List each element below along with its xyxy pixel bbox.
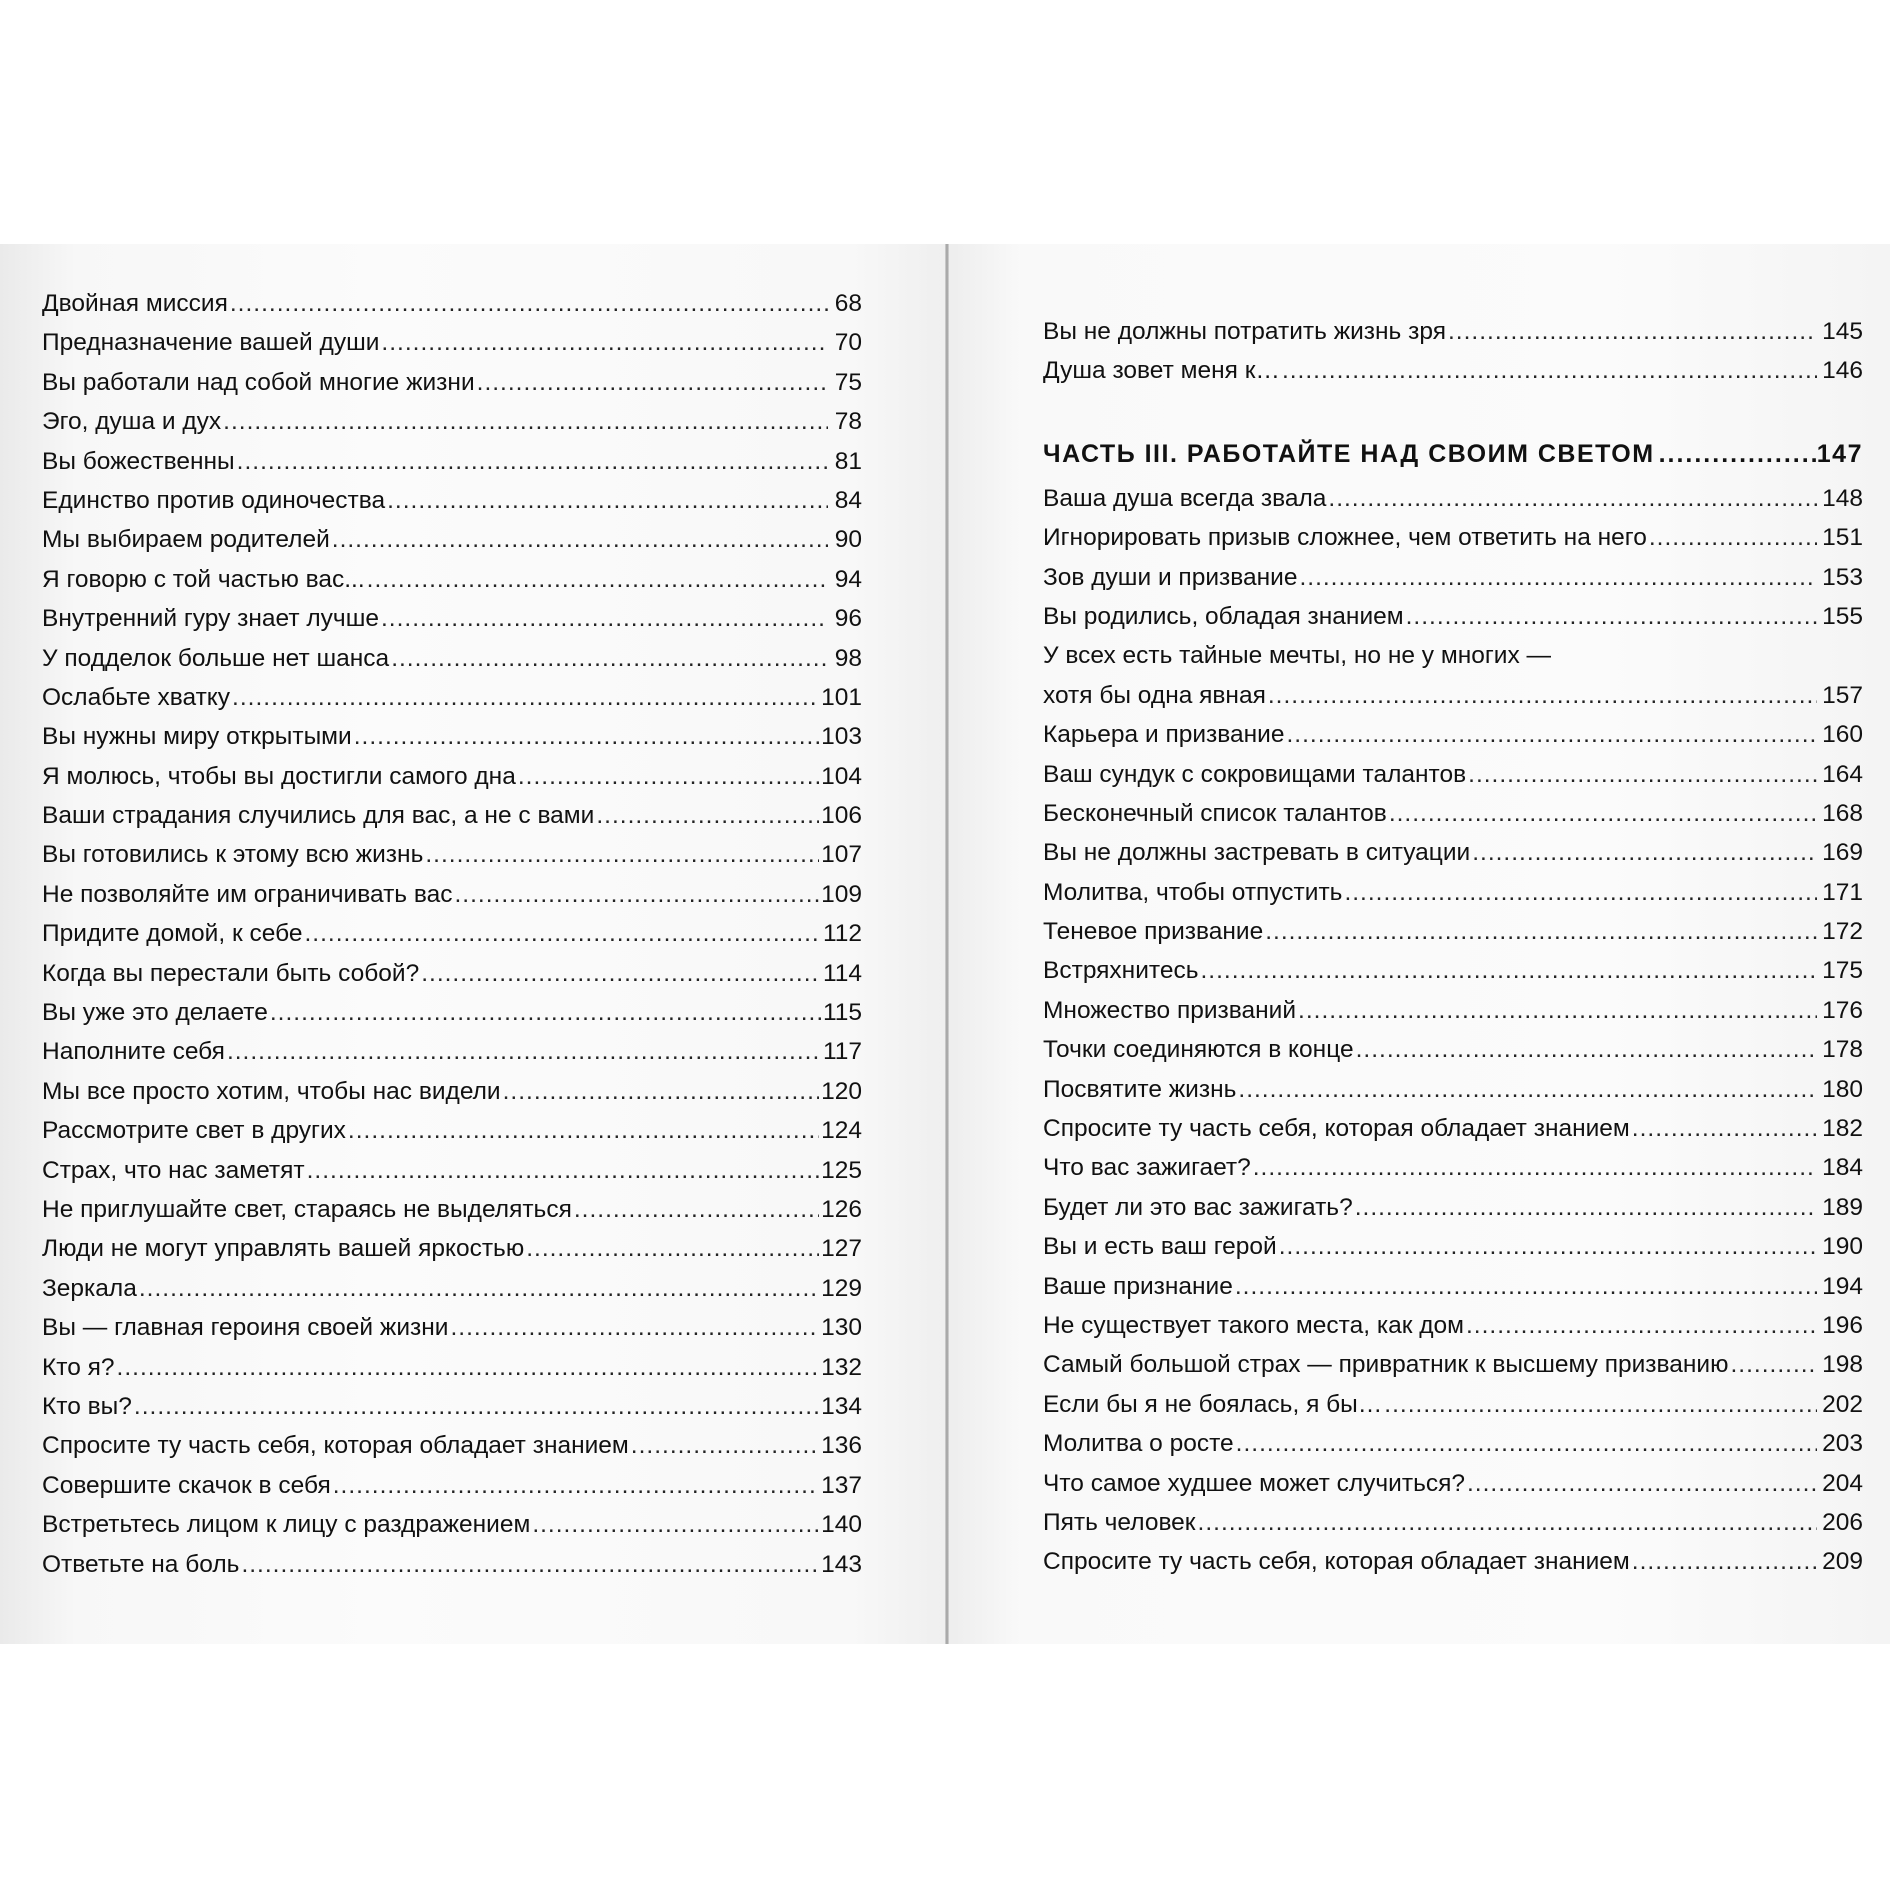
toc-entry-title: Игнорировать призыв сложнее, чем ответить на него: [1043, 524, 1647, 552]
toc-entry-leader: [425, 835, 819, 874]
toc-entry-title: Рассмотрите свет в других: [42, 1117, 346, 1145]
toc-multiline-entry: [1043, 636, 1863, 715]
toc-entry: [42, 717, 862, 756]
toc-entry-title: Придите домой, к себе: [42, 920, 303, 948]
toc-entry-leader: [1355, 1188, 1817, 1227]
toc-entry: [1043, 715, 1863, 754]
toc-entry-page: 196: [1822, 1311, 1863, 1339]
toc-entry-leader: [241, 1545, 819, 1584]
toc-entry-title: Если бы я не боялась, я бы…: [1043, 1390, 1383, 1418]
toc-entry-title: Кто я?: [42, 1353, 115, 1381]
toc-entry: [1043, 597, 1863, 636]
toc-entry-title: Теневое призвание: [1043, 918, 1264, 946]
toc-entry-page: 148: [1822, 484, 1863, 512]
toc-entry-title: Молитва о росте: [1043, 1430, 1234, 1458]
toc-entry: [42, 1308, 862, 1347]
toc-entry-page: 209: [1822, 1548, 1863, 1576]
toc-entry-title: Карьера и призвание: [1043, 721, 1285, 749]
toc-entry: [1043, 1464, 1863, 1503]
toc-entry-title: Двойная миссия: [42, 290, 228, 317]
toc-entry-page: 129: [821, 1274, 862, 1302]
toc-entry-title: Самый большой страх — привратник к высшему призванию: [1043, 1351, 1729, 1379]
toc-entry-page: 202: [1822, 1390, 1863, 1418]
toc-entry-leader: [596, 796, 819, 835]
toc-entry-leader: [1265, 912, 1817, 951]
toc-entry: [1043, 1503, 1863, 1542]
toc-entry-leader: [333, 1466, 819, 1505]
toc-entry-title: Множество призваний: [1043, 996, 1297, 1024]
toc-entry-page: 117: [822, 1038, 862, 1066]
toc-entry-title: Бесконечный список талантов: [1043, 799, 1387, 827]
toc-entry-page: 198: [1822, 1351, 1863, 1379]
toc-entry-page: 68: [834, 290, 862, 317]
toc-entry: [42, 1111, 862, 1150]
toc-entry: [1043, 1227, 1863, 1266]
toc-entry-page: 204: [1822, 1469, 1863, 1497]
toc-entry-title: Наполните себя: [42, 1038, 225, 1066]
toc-entry: [42, 1466, 862, 1505]
toc-entry: [42, 875, 862, 914]
toc-entry-leader: [304, 914, 820, 953]
toc-entry-title: У подделок больше нет шанса: [42, 644, 390, 672]
toc-entry-leader: [1279, 1227, 1817, 1266]
toc-entry: [42, 1151, 862, 1190]
toc-entry-title: Ослабьте хватку: [42, 683, 231, 711]
toc-entry: [42, 481, 862, 520]
part-heading-page: 147: [1816, 439, 1863, 468]
toc-entry-leader: [421, 954, 821, 993]
toc-entry-page: 190: [1822, 1233, 1863, 1261]
toc-entry-leader: [1632, 1542, 1817, 1581]
toc-entry-title: Предназначение вашей души: [42, 329, 380, 357]
toc-entry-page: 143: [821, 1550, 862, 1578]
toc-entry-leader: [1472, 833, 1817, 872]
toc-entry: [42, 442, 862, 481]
toc-entry: [42, 1348, 862, 1387]
toc-entry-leader: [381, 323, 828, 362]
toc-entry-page: 109: [821, 880, 862, 908]
toc-entry-page: 84: [834, 486, 862, 514]
toc-entry-page: 81: [834, 447, 862, 475]
toc-entry-page: 75: [834, 368, 862, 396]
toc-entry-leader: [139, 1269, 819, 1308]
toc-entry: [1043, 1148, 1863, 1187]
toc-entry-title: Что самое худшее может случиться?: [1043, 1469, 1465, 1497]
toc-entry: [42, 796, 862, 835]
toc-entry: [1043, 912, 1863, 951]
toc-entry-title: Вы и есть ваш герой: [1043, 1233, 1277, 1261]
toc-entry-title: Вы не должны потратить жизнь зря: [1043, 318, 1446, 345]
toc-entry-leader: [1299, 558, 1817, 597]
toc-entry-page: 168: [1822, 799, 1863, 827]
toc-entry: [1043, 873, 1863, 912]
toc-entry-leader: [348, 1111, 819, 1150]
toc-entry-title-line1: У всех есть тайные мечты, но не у многих —: [1043, 642, 1552, 670]
toc-entry-page: 94: [834, 565, 862, 593]
toc-entry-leader: [230, 284, 828, 323]
toc-entry-leader: [1649, 518, 1817, 557]
toc-entry-title: Встретьтесь лицом к лицу с раздражением: [42, 1511, 531, 1539]
toc-entry-page: 182: [1822, 1115, 1863, 1143]
toc-entry-title: Люди не могут управлять вашей яркостью: [42, 1235, 525, 1263]
toc-entry-leader: [367, 560, 828, 599]
toc-entry-title: Ответьте на боль: [42, 1550, 240, 1578]
toc-entry-page: 155: [1822, 602, 1863, 630]
toc-entry-page: 180: [1822, 1075, 1863, 1103]
toc-entry-page: 78: [834, 408, 862, 436]
toc-entry-page: 164: [1822, 760, 1863, 788]
toc-entry-page: 145: [1822, 318, 1863, 345]
toc-entry-title: Я молюсь, чтобы вы достигли самого дна: [42, 762, 516, 790]
toc-entry-title: Вы уже это делаете: [42, 999, 268, 1027]
toc-entry-page: 157: [1822, 681, 1863, 709]
toc-entry: [42, 1505, 862, 1544]
toc-right-page: [1043, 312, 1863, 1582]
toc-entry-title: Мы выбираем родителей: [42, 526, 330, 554]
toc-entry-page: 160: [1822, 721, 1863, 749]
toc-entry-page: 103: [821, 723, 862, 751]
toc-entry: [42, 402, 862, 441]
toc-entry-page: 126: [821, 1195, 862, 1223]
toc-entry: [42, 599, 862, 638]
toc-entry-page: 120: [821, 1077, 862, 1105]
toc-entry-leader: [532, 1505, 819, 1544]
toc-entry: [1043, 1109, 1863, 1148]
toc-entry-title: Точки соединяются в конце: [1043, 1036, 1354, 1064]
toc-entry-title: Вы не должны застревать в ситуации: [1043, 839, 1471, 867]
book-spread: [0, 244, 1890, 1644]
toc-entry-leader: [270, 993, 821, 1032]
toc-entry: [42, 678, 862, 717]
toc-entry: [42, 914, 862, 953]
toc-entry-leader: [1282, 351, 1817, 390]
toc-entry-page: 98: [834, 644, 862, 672]
toc-entry-leader: [503, 1072, 820, 1111]
toc-entry-leader: [1448, 312, 1817, 351]
toc-entry-title: Молитва, чтобы отпустить: [1043, 878, 1343, 906]
toc-entry: [42, 1190, 862, 1229]
toc-entry-leader: [307, 1151, 820, 1190]
toc-entry-title: Не приглушайте свет, стараясь не выделяться: [42, 1195, 572, 1223]
toc-entry-leader: [1356, 1030, 1817, 1069]
toc-entry-leader: [1406, 597, 1817, 636]
toc-entry-page: 107: [821, 841, 862, 869]
toc-entry-leader: [450, 1308, 819, 1347]
toc-entry-title: Ваше признание: [1043, 1272, 1233, 1300]
toc-entry: [1043, 479, 1863, 518]
toc-entry-title: Спросите ту часть себя, которая обладает знанием: [1043, 1115, 1630, 1143]
toc-entry-page: 140: [821, 1511, 862, 1539]
toc-entry-leader: [381, 599, 828, 638]
toc-entry-page: 127: [821, 1235, 862, 1263]
toc-entry: [1043, 1306, 1863, 1345]
toc-entry: [42, 363, 862, 402]
toc-entry-leader: [1344, 873, 1817, 912]
toc-entry-leader: [1200, 951, 1817, 990]
toc-entry-leader: [526, 1229, 819, 1268]
toc-entry-title: Посвятите жизнь: [1043, 1075, 1237, 1103]
toc-entry-page: 124: [821, 1117, 862, 1145]
toc-entry-page: 178: [1822, 1036, 1863, 1064]
toc-entry-page: 146: [1822, 357, 1863, 385]
toc-entry-leader: [631, 1426, 819, 1465]
toc-entry: [1043, 312, 1863, 351]
toc-entry-leader: [1466, 1306, 1817, 1345]
toc-entry-title: Душа зовет меня к…: [1043, 357, 1280, 385]
toc-entry-leader: [223, 402, 828, 441]
toc-entry-title: Спросите ту часть себя, которая обладает знанием: [42, 1432, 629, 1460]
toc-entry-page: 134: [821, 1392, 862, 1420]
toc-entry: [1043, 755, 1863, 794]
toc-entry-leader: [232, 678, 819, 717]
toc-entry-title: Совершите скачок в себя: [42, 1471, 331, 1499]
toc-entry-page: 136: [821, 1432, 862, 1460]
toc-left-page: [42, 284, 862, 1584]
toc-entry-page: 114: [822, 959, 862, 987]
toc-entry: [42, 323, 862, 362]
toc-entry-title: Спросите ту часть себя, которая обладает знанием: [1043, 1548, 1630, 1576]
toc-entry: [1043, 951, 1863, 990]
toc-entry-title: Пять человек: [1043, 1508, 1196, 1536]
toc-entry-page: 153: [1822, 563, 1863, 591]
toc-entry: [1043, 518, 1863, 557]
toc-entry-page: 203: [1822, 1430, 1863, 1458]
toc-right-top-list: [1043, 312, 1863, 391]
book-gutter: [945, 244, 949, 1644]
toc-entry-leader: [117, 1348, 820, 1387]
toc-entry-title: Единство против одиночества: [42, 486, 386, 514]
toc-entry: [1043, 794, 1863, 833]
toc-entry-leader: [332, 520, 828, 559]
toc-entry: [42, 1387, 862, 1426]
part-heading-title: ЧАСТЬ III. РАБОТАЙТЕ НАД СВОИМ СВЕТОМ: [1043, 439, 1655, 468]
toc-entry: [42, 1426, 862, 1465]
toc-entry-title: Ваш сундук с сокровищами талантов: [1043, 760, 1467, 788]
toc-entry: [1043, 991, 1863, 1030]
toc-right-list-b: [1043, 715, 1863, 1582]
toc-entry-leader: [134, 1387, 819, 1426]
toc-entry: [42, 560, 862, 599]
toc-entry: [1043, 1385, 1863, 1424]
toc-entry-page: 101: [821, 683, 862, 711]
toc-entry-leader: [237, 442, 828, 481]
toc-entry-title: Вы — главная героиня своей жизни: [42, 1314, 449, 1342]
toc-entry-leader: [518, 757, 819, 796]
toc-entry-leader: [477, 363, 828, 402]
toc-entry-title: Зов души и призвание: [1043, 563, 1298, 591]
toc-entry: [1043, 1070, 1863, 1109]
toc-entry-title: Вы работали над собой многие жизни: [42, 368, 475, 396]
toc-entry-leader: [1730, 1345, 1817, 1384]
toc-entry: [42, 993, 862, 1032]
toc-entry: [42, 1269, 862, 1308]
toc-entry-title: Что вас зажигает?: [1043, 1154, 1251, 1182]
toc-entry: [1043, 1030, 1863, 1069]
toc-entry-leader: [1253, 1148, 1817, 1187]
toc-entry-title: Страх, что нас заметят: [42, 1156, 305, 1184]
toc-entry-title: Вы нужны миру открытыми: [42, 723, 352, 751]
toc-entry-title: Будет ли это вас зажигать?: [1043, 1193, 1353, 1221]
toc-entry: [42, 954, 862, 993]
toc-entry: [1043, 1267, 1863, 1306]
toc-entry-leader: [1467, 1464, 1817, 1503]
toc-right-list-a: [1043, 479, 1863, 637]
toc-entry-leader: [391, 639, 828, 678]
toc-entry-page: 104: [821, 762, 862, 790]
toc-entry-page: 70: [834, 329, 862, 357]
toc-entry: [42, 1229, 862, 1268]
toc-entry: [42, 1545, 862, 1584]
toc-entry-leader: [454, 875, 819, 914]
toc-entry: [42, 520, 862, 559]
toc-entry-title: Ваши страдания случились для вас, а не с вами: [42, 802, 595, 830]
toc-entry-page: 106: [821, 802, 862, 830]
toc-entry-page: 172: [1822, 918, 1863, 946]
toc-entry-title: Вы родились, обладая знанием: [1043, 602, 1404, 630]
toc-entry-title: Мы все просто хотим, чтобы нас видели: [42, 1077, 501, 1105]
toc-entry-page: 171: [1822, 878, 1863, 906]
toc-entry-leader: [354, 717, 819, 756]
toc-entry-page: 169: [1822, 839, 1863, 867]
toc-entry-leader: [1235, 1267, 1817, 1306]
toc-entry-page: 112: [822, 920, 862, 948]
toc-entry: [1043, 833, 1863, 872]
toc-entry-leader: [574, 1190, 819, 1229]
toc-entry-title: Не позволяйте им ограничивать вас: [42, 880, 453, 908]
toc-entry: [1043, 1424, 1863, 1463]
toc-entry-leader: [1198, 1503, 1817, 1542]
toc-entry-leader: [1238, 1070, 1817, 1109]
toc-entry-page: 132: [821, 1353, 862, 1381]
toc-entry-page: 194: [1822, 1272, 1863, 1300]
toc-entry-title: Ваша душа всегда звала: [1043, 484, 1327, 512]
toc-entry: [1043, 351, 1863, 390]
toc-entry-leader: [1384, 1385, 1817, 1424]
toc-entry-page: 137: [821, 1471, 862, 1499]
toc-entry-leader: [1328, 479, 1817, 518]
toc-entry-page: 184: [1822, 1154, 1863, 1182]
toc-entry: [1043, 1542, 1863, 1581]
toc-entry-leader: [1468, 755, 1817, 794]
part-heading: [1043, 429, 1863, 479]
toc-entry-title: Когда вы перестали быть собой?: [42, 959, 420, 987]
toc-entry-title: Вы божественны: [42, 447, 235, 475]
toc-entry: [42, 284, 862, 323]
toc-entry-page: 189: [1822, 1193, 1863, 1221]
toc-entry: [42, 1032, 862, 1071]
toc-entry-leader: [1389, 794, 1817, 833]
toc-entry-title: Я говорю с той частью вас...: [42, 565, 365, 593]
toc-entry-page: 151: [1822, 524, 1863, 552]
toc-entry-page: 96: [834, 605, 862, 633]
toc-entry: [42, 639, 862, 678]
toc-entry-title-line2: хотя бы одна явная: [1043, 681, 1266, 709]
toc-entry: [42, 757, 862, 796]
toc-entry: [1043, 1188, 1863, 1227]
toc-entry-page: 206: [1822, 1508, 1863, 1536]
part-heading-leader: [1659, 429, 1817, 479]
toc-entry-page: 90: [834, 526, 862, 554]
toc-entry-page: 130: [821, 1314, 862, 1342]
toc-entry-page: 176: [1822, 996, 1863, 1024]
toc-entry-leader: [1268, 676, 1817, 715]
toc-entry-page: 175: [1822, 957, 1863, 985]
toc-entry-title: Эго, душа и дух: [42, 408, 222, 436]
toc-left-list: [42, 284, 862, 1584]
toc-entry-title: Кто вы?: [42, 1392, 132, 1420]
toc-entry-page: 115: [822, 999, 862, 1027]
toc-entry: [1043, 558, 1863, 597]
toc-entry: [1043, 1345, 1863, 1384]
toc-entry-title: Вы готовились к этому всю жизнь: [42, 841, 424, 869]
toc-entry: [42, 1072, 862, 1111]
toc-entry-leader: [1236, 1424, 1817, 1463]
toc-entry-title: Внутренний гуру знает лучше: [42, 605, 379, 633]
toc-entry-leader: [1632, 1109, 1817, 1148]
toc-entry-leader: [1286, 715, 1817, 754]
toc-entry-leader: [387, 481, 828, 520]
toc-entry: [42, 835, 862, 874]
toc-entry-page: 125: [821, 1156, 862, 1184]
toc-entry-leader: [227, 1032, 821, 1071]
toc-entry-title: Не существует такого места, как дом: [1043, 1311, 1464, 1339]
toc-entry-title: Зеркала: [42, 1274, 137, 1302]
toc-entry-leader: [1298, 991, 1817, 1030]
toc-entry-title: Встряхнитесь: [1043, 957, 1199, 985]
